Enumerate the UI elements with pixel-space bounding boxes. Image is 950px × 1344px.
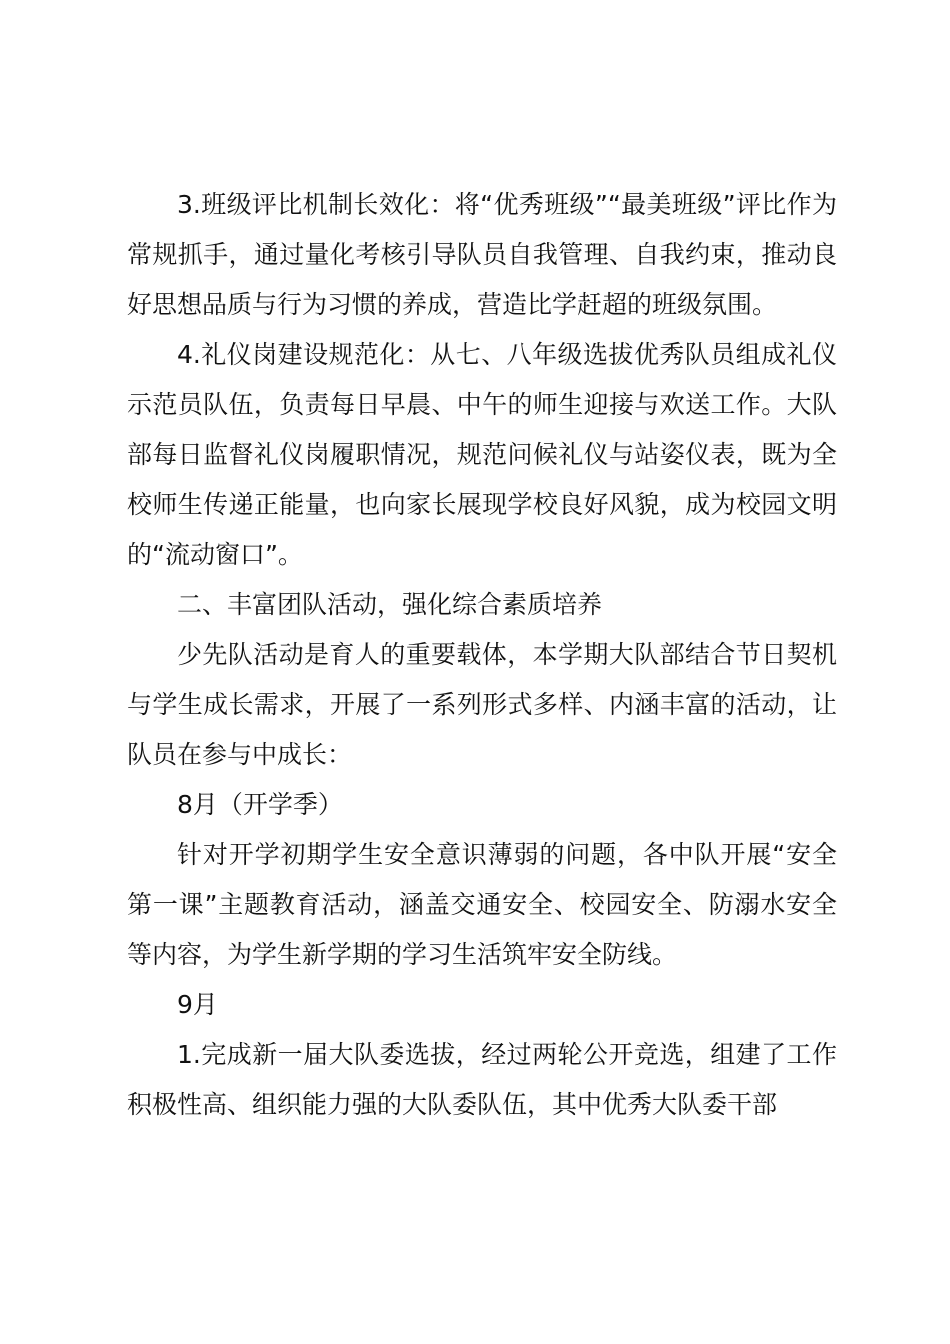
month-heading-august: 8月（开学季）	[177, 790, 343, 819]
paragraph-brigade-election: 1.完成新一届大队委选拔，经过两轮公开竞选，组建了工作积极性高、组织能力强的大队委队伍，其中优秀大队委干部	[127, 1040, 837, 1119]
section-heading-team-activities: 二、丰富团队活动，强化综合素质培养	[177, 590, 603, 619]
paragraph-safety-lesson: 针对开学初期学生安全意识薄弱的问题，各中队开展“安全第一课”主题教育活动，涵盖交通安全、校园安全、防溺水安全等内容，为学生新学期的学习生活筑牢安全防线。	[127, 840, 837, 969]
paragraph-etiquette-post: 4.礼仪岗建设规范化：从七、八年级选拔优秀队员组成礼仪示范员队伍，负责每日早晨、中午的师生迎接与欢送工作。大队部每日监督礼仪岗履职情况，规范问候礼仪与站姿仪表，既为全校师生传递正能量，也向家长展现学校良好风貌，成为校园文明的“流动窗口”。	[127, 340, 837, 569]
paragraph-class-evaluation: 3.班级评比机制长效化：将“优秀班级”“最美班级”评比作为常规抓手，通过量化考核引导队员自我管理、自我约束，推动良好思想品质与行为习惯的养成，营造比学赶超的班级氛围。	[127, 190, 837, 319]
paragraph-activities-intro: 少先队活动是育人的重要载体，本学期大队部结合节日契机与学生成长需求，开展了一系列形式多样、内涵丰富的活动，让队员在参与中成长：	[127, 640, 837, 769]
month-heading-september: 9月	[177, 990, 218, 1019]
document-body	[127, 180, 837, 1130]
